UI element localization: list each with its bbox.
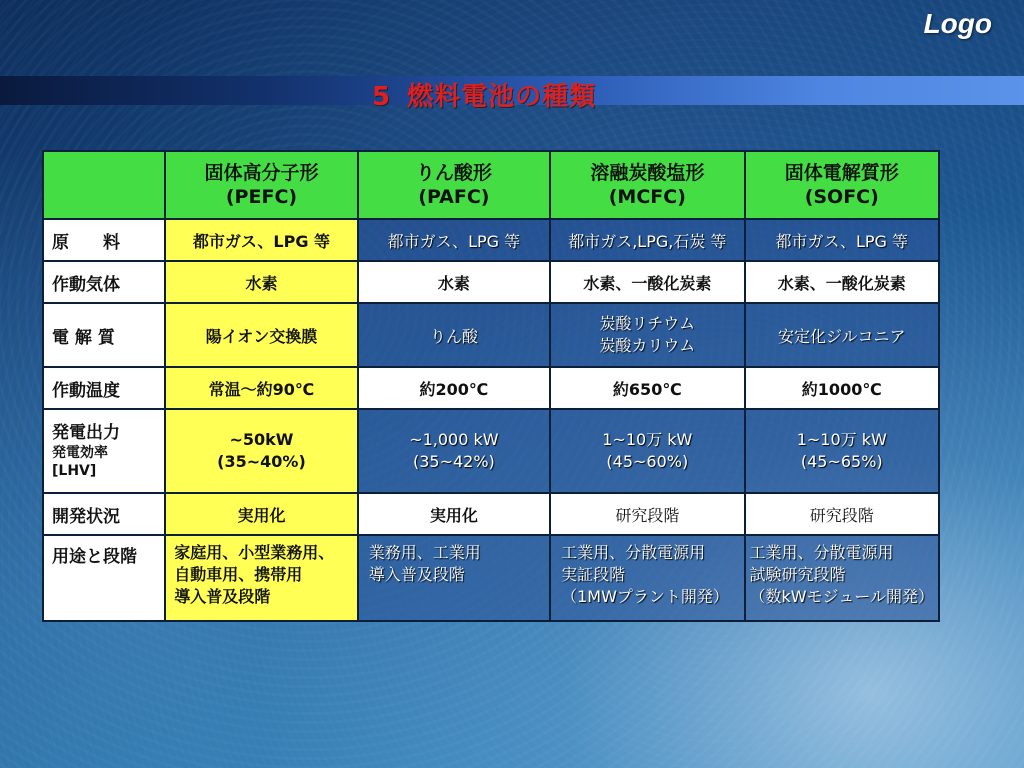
row-label-sub: [LHV] [52,463,97,479]
slide-title [372,76,596,110]
table-cell: 約1000℃ [745,367,939,409]
table-cell: 都市ガス、LPG 等 [165,219,357,261]
cell-line: 家庭用、小型業務用、 [174,543,335,562]
table-row [43,535,939,621]
col-header-pafc [358,151,550,219]
col-header-abbr: (MCFC) [608,186,686,208]
cell-line: (35~40%) [217,452,306,471]
col-header-name: 固体電解質形 [784,162,899,184]
col-header-abbr: (PEFC) [225,186,298,208]
table-row [43,261,939,303]
row-label-sub: 発電効率 [52,445,108,461]
table-cell [550,303,744,367]
table-cell: 実用化 [358,493,550,535]
col-header-sofc [745,151,939,219]
cell-line: 工業用、分散電源用 [749,543,894,562]
table-cell: りん酸 [358,303,550,367]
table-row [43,409,939,493]
table-cell [550,535,744,621]
cell-line: 業務用、工業用 [368,543,481,562]
col-header-name: 溶融炭酸塩形 [590,162,705,184]
table-cell [745,535,939,621]
cell-line: ~50kW [229,430,294,449]
table-cell: 常温～約90℃ [165,367,357,409]
table-cell [165,535,357,621]
cell-line: ~1,000 kW [409,430,499,449]
logo: Logo [923,8,992,39]
title-text: 燃料電池の種類 [407,82,597,112]
table-cell: 都市ガス、LPG 等 [745,219,939,261]
cell-line: 炭酸リチウム [599,314,696,333]
title-number: 5 [372,82,392,112]
row-label-electrolyte: 電 解 質 [43,303,165,367]
row-label-gas: 作動気体 [43,261,165,303]
cell-line: (35~42%) [412,452,495,471]
table-row [43,303,939,367]
col-header-mcfc [550,151,744,219]
cell-line: (45~65%) [800,452,883,471]
header-row [43,151,939,219]
table-cell [358,409,550,493]
cell-line: 1~10万 kW [602,430,693,449]
col-header-name: りん酸形 [415,162,492,184]
table-cell: 水素 [358,261,550,303]
row-label-usage: 用途と段階 [43,535,165,621]
cell-line: 炭酸カリウム [599,336,696,355]
row-label-main: 発電出力 [52,423,120,443]
cell-line: (45~60%) [606,452,689,471]
col-header-pefc [165,151,357,219]
row-label-temp: 作動温度 [43,367,165,409]
cell-line: 自動車用、携帯用 [174,565,303,584]
table-cell [550,409,744,493]
cell-line: 工業用、分散電源用 [561,543,706,562]
cell-line: （1MWプラント開発） [561,587,729,606]
col-header-abbr: (PAFC) [418,186,490,208]
table-cell: 陽イオン交換膜 [165,303,357,367]
table-cell: 都市ガス、LPG 等 [358,219,550,261]
col-header-name: 固体高分子形 [204,162,319,184]
table-cell [745,409,939,493]
table-cell: 研究段階 [550,493,744,535]
cell-line: （数kWモジュール開発） [749,587,934,606]
table-cell: 実用化 [165,493,357,535]
row-label-status: 開発状況 [43,493,165,535]
cell-line: 試験研究段階 [749,565,846,584]
table-cell [165,409,357,493]
table-cell: 約200℃ [358,367,550,409]
row-label-fuel: 原 料 [43,219,165,261]
cell-line: 1~10万 kW [796,430,887,449]
table-row [43,493,939,535]
table-row [43,367,939,409]
cell-line: 導入普及段階 [174,587,271,606]
table-cell [358,535,550,621]
table-cell: 安定化ジルコニア [745,303,939,367]
row-label-power [43,409,165,493]
table-cell: 都市ガス,LPG,石炭 等 [550,219,744,261]
corner-cell [43,151,165,219]
col-header-abbr: (SOFC) [804,186,879,208]
cell-line: 導入普及段階 [368,565,465,584]
table-row [43,219,939,261]
table-cell: 約650℃ [550,367,744,409]
cell-line: 実証段階 [561,565,626,584]
table-cell: 水素 [165,261,357,303]
table-cell: 研究段階 [745,493,939,535]
table-cell: 水素、一酸化炭素 [550,261,744,303]
fuel-cell-table [42,150,940,622]
table-cell: 水素、一酸化炭素 [745,261,939,303]
